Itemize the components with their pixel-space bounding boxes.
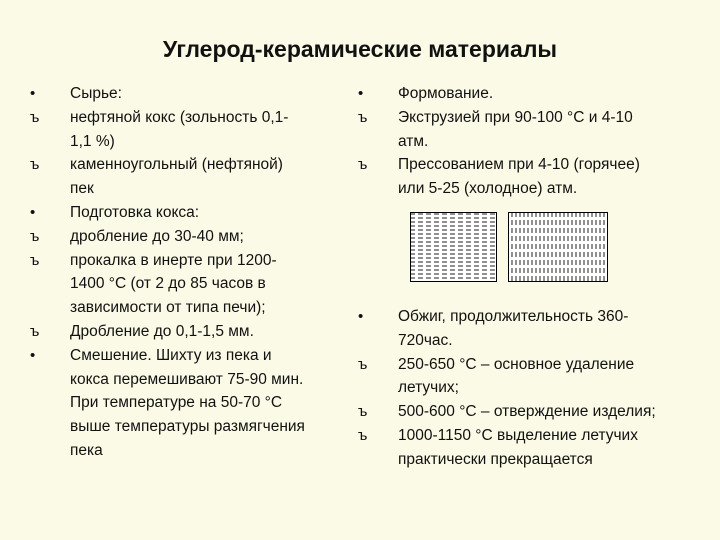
item-text: Дробление до 0,1-1,5 мм. xyxy=(70,322,254,340)
item-text: нефтяной кокс (зольность 0,1- 1,1 %) xyxy=(70,108,289,150)
sub-bullet-icon: ъ xyxy=(30,322,40,340)
sub-bullet-icon: ъ xyxy=(358,403,368,421)
bullet-icon: • xyxy=(358,85,364,102)
hatched-blocks-illustration xyxy=(410,212,608,282)
list-item xyxy=(30,249,350,320)
list-item xyxy=(358,353,720,401)
item-text: прокалка в инерте при 1200- 1400 °С (от 2 до 85 часов в зависимости от типа печи); xyxy=(70,251,277,317)
sub-bullet-icon: ъ xyxy=(358,108,368,126)
right-top-column xyxy=(358,82,720,201)
bullet-icon: • xyxy=(30,85,36,102)
sub-bullet-icon: ъ xyxy=(358,156,368,174)
list-item xyxy=(358,400,720,424)
item-text: Прессованием при 4-10 (горячее) или 5-25 (холодное) атм. xyxy=(398,156,640,198)
sub-bullet-icon: ъ xyxy=(30,251,40,269)
list-item xyxy=(30,201,350,225)
item-text: Смешение. Шихту из пека и кокса перемешивают 75-90 мин. При температуре на 50-70 °С выше температуры размягчения пека xyxy=(70,346,305,459)
sub-bullet-icon: ъ xyxy=(358,426,368,444)
list-item xyxy=(30,106,350,154)
item-text: Формование. xyxy=(398,85,494,102)
list-item xyxy=(358,82,720,106)
sub-bullet-icon: ъ xyxy=(30,108,40,126)
right-bottom-column xyxy=(358,305,720,472)
left-column xyxy=(30,82,350,463)
item-text: каменноугольный (нефтяной) пек xyxy=(70,156,283,198)
item-text: 250-650 °С – основное удаление летучих; xyxy=(398,355,635,397)
slide-title: Углерод-керамические материалы xyxy=(162,36,558,62)
sub-bullet-icon: ъ xyxy=(30,227,40,245)
hatched-blocks-svg xyxy=(410,212,608,282)
item-text: Обжиг, продолжительность 360- 720час. xyxy=(398,308,629,349)
item-text: Сырье: xyxy=(70,85,122,102)
list-item xyxy=(358,305,720,353)
item-text: дробление до 30-40 мм; xyxy=(70,227,244,245)
bullet-icon: • xyxy=(30,203,36,221)
list-item xyxy=(358,106,720,154)
sub-bullet-icon: ъ xyxy=(358,355,368,373)
bullet-icon: • xyxy=(30,346,36,364)
item-text: Экструзией при 90-100 °С и 4-10 атм. xyxy=(398,108,633,150)
list-item xyxy=(358,153,720,201)
sub-bullet-icon: ъ xyxy=(30,156,40,174)
bullet-icon: • xyxy=(358,308,364,325)
horizontal-hatch-block xyxy=(411,213,497,282)
item-text: 500-600 °С – отверждение изделия; xyxy=(398,403,656,421)
item-text: 1000-1150 °С выделение летучих практически прекращается xyxy=(398,426,638,468)
list-item xyxy=(30,153,350,201)
list-item xyxy=(30,320,350,344)
list-item xyxy=(358,424,720,472)
vertical-hatch-block xyxy=(509,213,608,282)
item-text: Подготовка кокса: xyxy=(70,203,200,221)
list-item xyxy=(30,82,350,106)
list-item xyxy=(30,225,350,249)
list-item xyxy=(30,344,350,463)
